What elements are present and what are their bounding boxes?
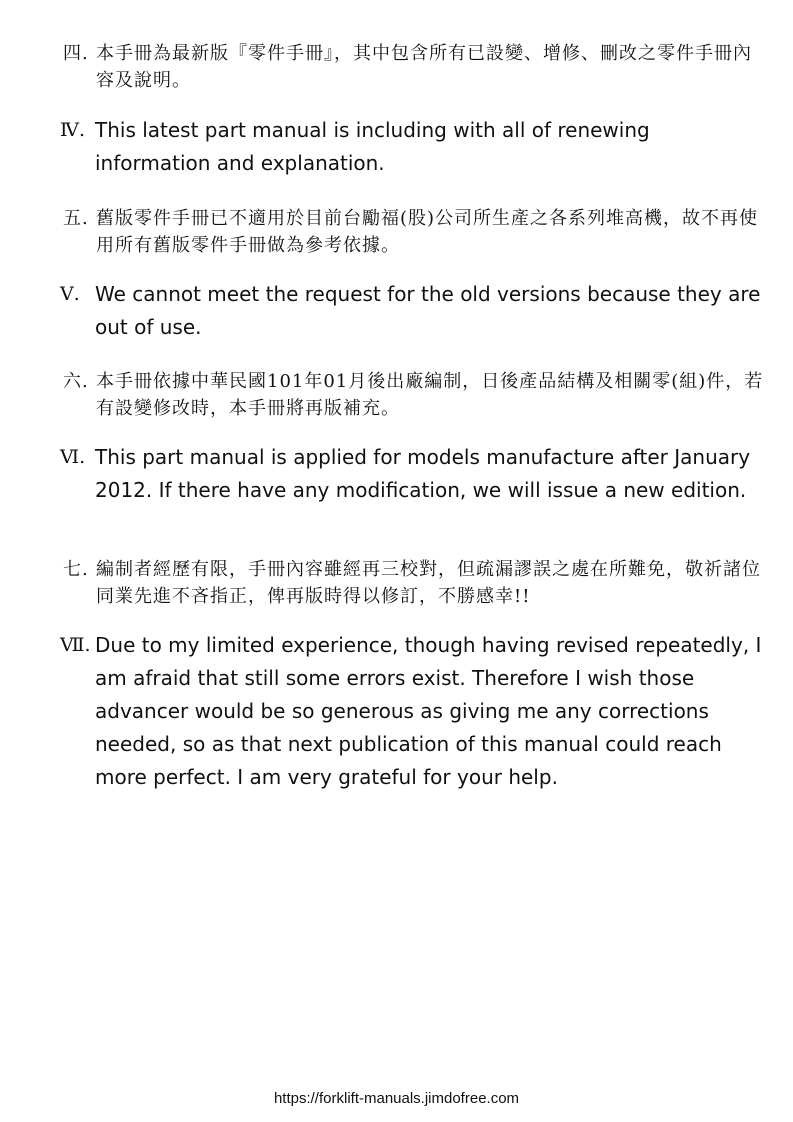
paragraph-5-zh xyxy=(0,205,793,259)
footer-url: https://forklift-manuals.jimdofree.com xyxy=(273,1090,520,1107)
paragraph-5-en xyxy=(0,278,793,344)
item-text-5-zh: 舊版零件手冊已不適用於目前台勵福(股)公司所生產之各系列堆高機，故不再使用所有舊版零件手冊做為參考依據。 xyxy=(96,208,759,256)
item-text-7-zh: 編制者經歷有限，手冊內容雖經再三校對，但疏漏謬誤之處在所難免，敬祈諸位同業先進不吝指正，俾再版時得以修訂，不勝感幸!! xyxy=(96,559,761,607)
item-text-6-en: This part manual is applied for models manufacture after January 2012. If there have any modification, we will issue a new edition. xyxy=(95,445,751,502)
paragraph-4-en xyxy=(0,114,793,180)
item-text-5-en: We cannot meet the request for the old versions because they are out of use. xyxy=(95,282,761,339)
paragraph-7-zh xyxy=(0,556,793,610)
item-text-4-zh: 本手冊為最新版『零件手冊』，其中包含所有已設變、增修、刪改之零件手冊內容及說明。 xyxy=(96,43,752,91)
item-number-4-en: Ⅳ. xyxy=(60,119,86,141)
item-text-4-en: This latest part manual is including with all of renewing information and explanation. xyxy=(95,118,650,175)
item-text-7-en: Due to my limited experience, though having revised repeatedly, I am afraid that still some errors exist. Therefore I wish those advancer would be so generous as giving me any corrections needed, so as that next publication of this manual could reach more perfect. I am very grateful for your help. xyxy=(95,633,762,789)
paragraph-6-en xyxy=(0,441,793,507)
paragraph-7-en xyxy=(0,629,793,794)
item-number-7-zh: 七. xyxy=(63,559,89,580)
item-text-6-zh: 本手冊依據中華民國101年01月後出廠編制，日後產品結構及相關零(組)件，若有設變修改時，本手冊將再版補充。 xyxy=(96,371,764,419)
item-number-5-en: Ⅴ. xyxy=(60,283,80,305)
item-number-4-zh: 四. xyxy=(63,43,89,64)
paragraph-6-zh xyxy=(0,368,793,422)
item-number-5-zh: 五. xyxy=(63,208,89,229)
paragraph-4-zh xyxy=(0,40,793,94)
item-number-6-en: Ⅵ. xyxy=(60,446,86,468)
item-number-7-en: Ⅶ. xyxy=(60,634,91,656)
item-number-6-zh: 六. xyxy=(63,371,89,392)
